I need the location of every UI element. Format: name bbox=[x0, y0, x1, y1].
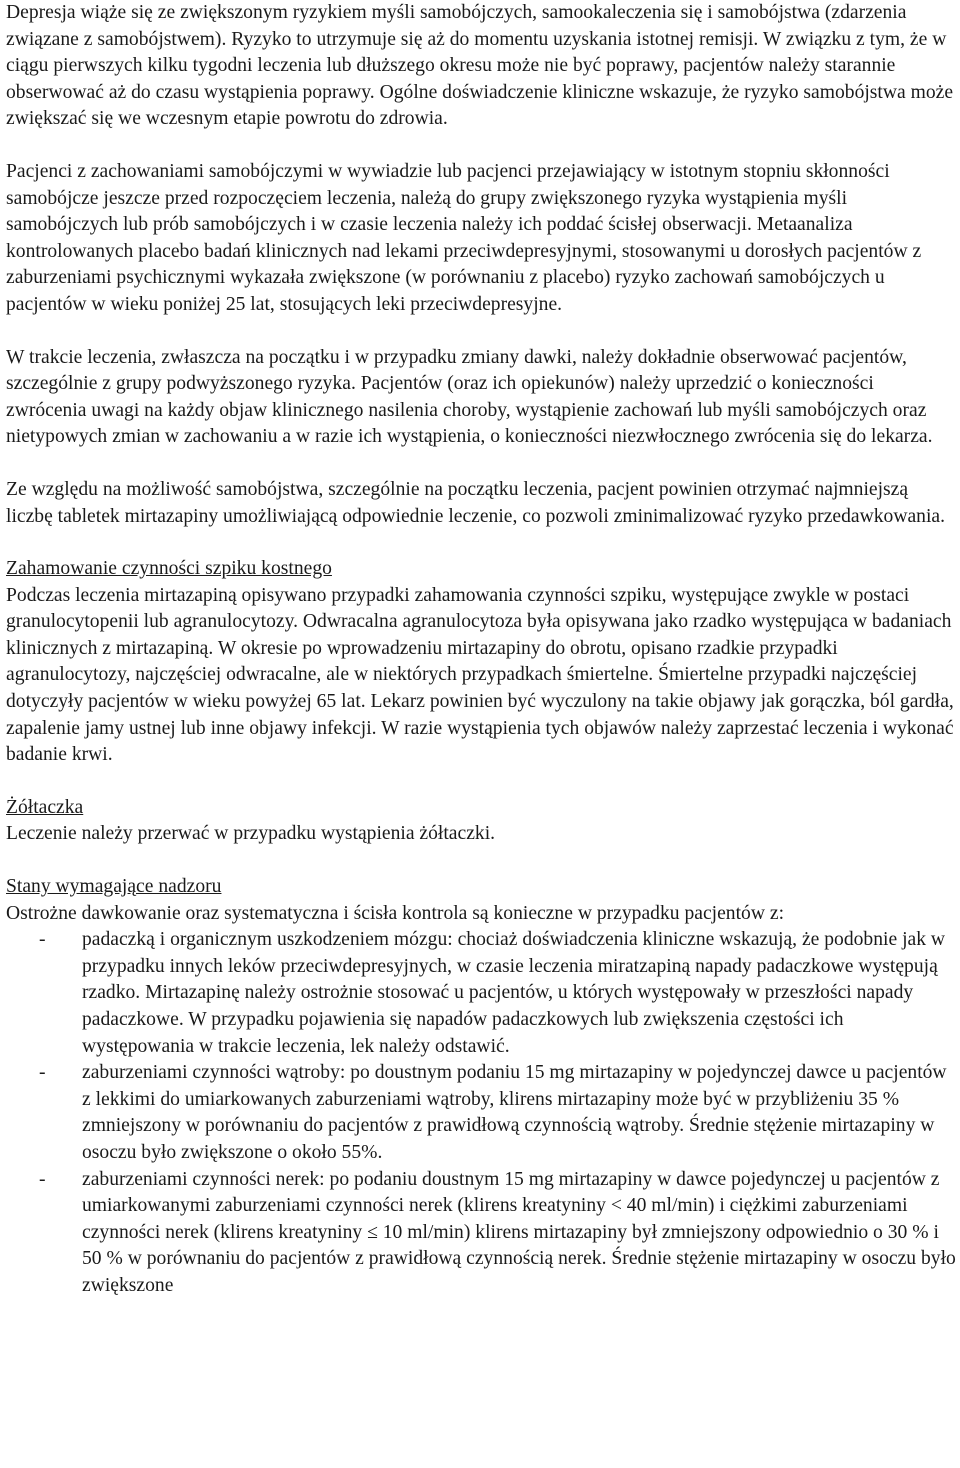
paragraph-overdose-prevention: Ze względu na możliwość samobójstwa, szczególnie na początku leczenia, pacjent powinien otrzymać najmniejszą liczbę tabletek mirtazapiny umożliwiającą odpowiednie leczenie, co pozwoli zminimalizować ryzyko przedawkowania. bbox=[6, 478, 946, 527]
list-dash: - bbox=[39, 929, 46, 951]
section-heading-jaundice: Żółtaczka bbox=[6, 796, 84, 818]
list-dash: - bbox=[39, 1168, 46, 1190]
section-heading-monitoring: Stany wymagające nadzoru bbox=[6, 876, 222, 898]
monitoring-list bbox=[6, 927, 956, 1299]
list-item-liver bbox=[6, 1060, 956, 1166]
list-item-text: zaburzeniami czynności nerek: po podaniu doustnym 15 mg mirtazapiny w dawce pojedynczej u pacjentów z umiarkowanymi zaburzeniami czynności nerek (klirens kreatyniny < 40 ml/min) i ciężkimi zaburzeniami czynności nerek (klirens kreatyniny ≤ 10 ml/min) klirens mirtazapiny był zmniejszony odpowiednio o 30 % i 50 % w porównaniu do pacjentów z prawidłową czynnością nerek. Średnie stężenie mirtazapiny w osoczu było zwiększone bbox=[82, 1168, 956, 1296]
list-dash: - bbox=[39, 1062, 46, 1084]
section-jaundice bbox=[6, 795, 956, 848]
document-page bbox=[6, 0, 956, 1326]
list-item-kidney bbox=[6, 1167, 956, 1300]
section-body-jaundice: Leczenie należy przerwać w przypadku wystąpienia żółtaczki. bbox=[6, 823, 496, 845]
list-item-epilepsy bbox=[6, 927, 956, 1060]
list-item-text: zaburzeniami czynności wątroby: po doustnym podaniu 15 mg mirtazapiny w pojedynczej dawce u pacjentów z lekkimi do umiarkowanych zaburzeniami wątroby, klirens mirtazapiny może być w przybliżeniu 35 % zmniejszony w porównaniu do pacjentów z prawidłową czynnością wątroby. Średnie stężenie mirtazapiny w osoczu było zwiększone o około 55%. bbox=[82, 1062, 947, 1163]
list-item-text: padaczką i organicznym uszkodzeniem mózgu: chociaż doświadczenia kliniczne wskazują, że podobnie jak w przypadku innych leków przeciwdepresyjnych, w czasie leczenia miratzapiną napady padaczkowe występują rzadko. Mirtazapinę należy ostrożnie stosować u pacjentów, u których występowały w przeszłości napady padaczkowe. W przypadku pojawienia się napadów padaczkowych lub zwiększenia częstości ich występowania w trakcie leczenia, lek należy odstawić. bbox=[82, 929, 946, 1057]
section-heading-bone-marrow: Zahamowanie czynności szpiku kostnego bbox=[6, 558, 332, 580]
paragraph-observation: W trakcie leczenia, zwłaszcza na początku i w przypadku zmiany dawki, należy dokładnie obserwować pacjentów, szczególnie z grupy podwyższonego ryzyka. Pacjentów (oraz ich opiekunów) należy uprzedzić o konieczności zwrócenia uwagi na każdy objaw klinicznego nasilenia choroby, wystąpienie zachowań lub myśli samobójczych oraz nietypowych zmian w zachowaniu a w razie ich wystąpienia, o konieczności niezwłocznego zwrócenia się do lekarza. bbox=[6, 346, 933, 448]
paragraph-suicide-risk: Depresja wiąże się ze zwiększonym ryzykiem myśli samobójczych, samookaleczenia się i samobójstwa (zdarzenia związane z samobójstwem). Ryzyko to utrzymuje się aż do momentu uzyskania istotnej remisji. W związku z tym, że w ciągu pierwszych kilku tygodni leczenia lub dłuższego okresu może nie być poprawy, pacjentów należy starannie obserwować aż do czasu wystąpienia poprawy. Ogólne doświadczenie kliniczne wskazuje, że ryzyko samobójstwa może zwiększać się we wczesnym etapie powrotu do zdrowia. bbox=[6, 2, 954, 130]
section-bone-marrow bbox=[6, 556, 956, 769]
paragraph-suicidal-history: Pacjenci z zachowaniami samobójczymi w wywiadzie lub pacjenci przejawiający w istotnym stopniu skłonności samobójcze jeszcze przed rozpoczęciem leczenia, należą do grupy zwiększonego ryzyka wystąpienia myśli samobójczych lub prób samobójczych i w czasie leczenia należy ich poddać ścisłej obserwacji. Metaanaliza kontrolowanych placebo badań klinicznych nad lekami przeciwdepresyjnymi, stosowanymi u dorosłych pacjentów z zaburzeniami psychicznymi wykazała zwiększone (w porównaniu z placebo) ryzyko zachowań samobójczych u pacjentów w wieku poniżej 25 lat, stosujących leki przeciwdepresyjne. bbox=[6, 160, 922, 315]
section-monitoring bbox=[6, 874, 956, 1300]
monitoring-intro: Ostrożne dawkowanie oraz systematyczna i ścisła kontrola są konieczne w przypadku pacjentów z: bbox=[6, 902, 785, 924]
section-body-bone-marrow: Podczas leczenia mirtazapiną opisywano przypadki zahamowania czynności szpiku, występujące zwykle w postaci granulocytopenii lub agranulocytozy. Odwracalna agranulocytoza była opisywana jako rzadko występująca w badaniach klinicznych z mirtazapiną. W okresie po wprowadzeniu mirtazapiny do obrotu, opisano rzadkie przypadki agranulocytozy, najczęściej odwracalne, ale w niektórych przypadkach śmiertelne. Śmiertelne przypadki najczęściej dotyczyły pacjentów w wieku powyżej 65 lat. Lekarz powinien być wyczulony na takie objawy jak gorączka, ból gardła, zapalenie jamy ustnej lub inne objawy infekcji. W razie wystąpienia tych objawów należy zaprzestać leczenia i wykonać badanie krwi. bbox=[6, 584, 954, 766]
